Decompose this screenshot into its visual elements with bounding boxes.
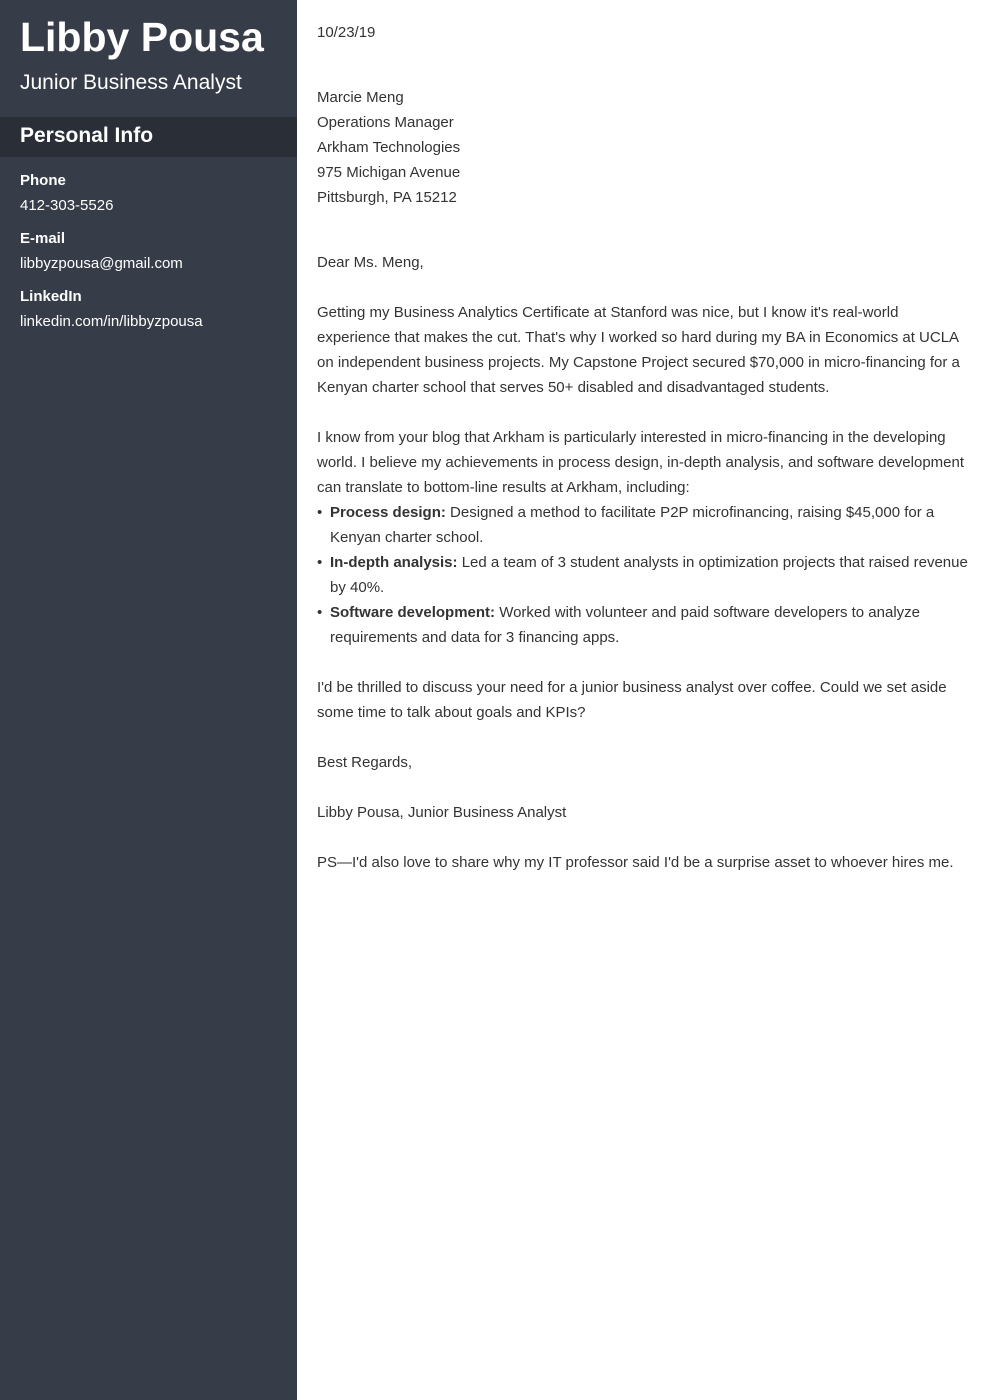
closing: Best Regards, xyxy=(317,754,413,771)
sidebar xyxy=(0,0,297,1400)
email-label: E-mail xyxy=(20,230,66,247)
paragraph-1: Getting my Business Analytics Certificate at Stanford was nice, but I know it's real-world experience that makes the cut. That's why I worked so hard during my BA in Economics at UCLA on independent business projects. My Capstone Project secured $70,000 in micro-financing for a Kenyan charter school that serves 50+ disabled and disadvantaged students. xyxy=(317,304,960,396)
letter-body xyxy=(317,20,972,875)
linkedin-label: LinkedIn xyxy=(20,288,82,305)
list-item xyxy=(317,600,972,650)
paragraph-3: I'd be thrilled to discuss your need for a junior business analyst over coffee. Could we set aside some time to talk about goals and KPIs? xyxy=(317,679,947,721)
email-value[interactable]: libbyzpousa@gmail.com xyxy=(20,255,183,272)
achievements-list xyxy=(317,500,972,650)
bullet-title: In-depth analysis: xyxy=(330,554,458,571)
personal-info xyxy=(20,170,203,344)
greeting: Dear Ms. Meng, xyxy=(317,254,424,271)
bullet-title: Software development: xyxy=(330,604,496,621)
applicant-role: Junior Business Analyst xyxy=(20,71,242,94)
bullet-text: Designed a method to facilitate P2P microfinancing, raising $45,000 for a Kenyan charter school. xyxy=(330,504,935,546)
applicant-name: Libby Pousa xyxy=(20,14,264,60)
bullet-title: Process design: xyxy=(330,504,446,521)
recipient-block xyxy=(317,85,972,210)
phone-label: Phone xyxy=(20,172,66,189)
recipient-line: Operations Manager xyxy=(317,114,454,131)
paragraph-2: I know from your blog that Arkham is particularly interested in micro-financing in the developing world. I believe my achievements in process design, in-depth analysis, and software development can translate to bottom-line results at Arkham, including: xyxy=(317,429,965,496)
recipient-line: 975 Michigan Avenue xyxy=(317,164,461,181)
list-item xyxy=(317,500,972,550)
list-item xyxy=(317,550,972,600)
recipient-line: Arkham Technologies xyxy=(317,139,461,156)
recipient-line: Marcie Meng xyxy=(317,89,404,106)
signature: Libby Pousa, Junior Business Analyst xyxy=(317,804,567,821)
postscript: PS—I'd also love to share why my IT professor said I'd be a surprise asset to whoever hires me. xyxy=(317,854,954,871)
date: 10/23/19 xyxy=(317,24,376,41)
bullet-text: Worked with volunteer and paid software developers to analyze requirements and data for 3 financing apps. xyxy=(330,604,920,646)
personal-info-header xyxy=(0,117,297,157)
bullet-text: Led a team of 3 student analysts in optimization projects that raised revenue by 40%. xyxy=(330,554,968,596)
section-title: Personal Info xyxy=(20,124,154,147)
phone-value: 412-303-5526 xyxy=(20,197,114,214)
linkedin-value[interactable]: linkedin.com/in/libbyzpousa xyxy=(20,313,203,330)
recipient-line: Pittsburgh, PA 15212 xyxy=(317,189,457,206)
